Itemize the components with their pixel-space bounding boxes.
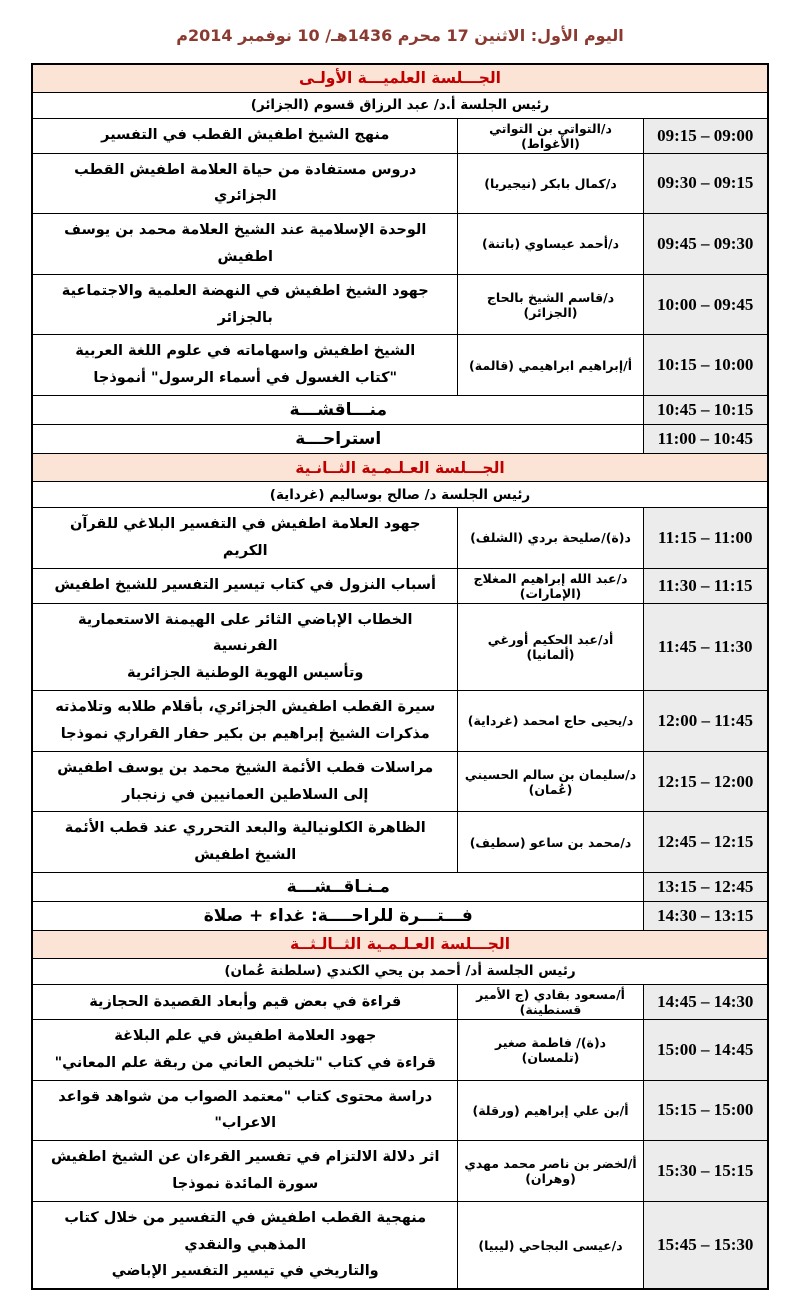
- session-title: الجـــلسة العـلـمـية الثــالـثــة: [32, 930, 767, 958]
- lunch-break-row: [32, 901, 767, 930]
- time-slot: 11:00 – 10:45: [644, 425, 768, 454]
- schedule-row: [32, 603, 767, 690]
- time-slot: 10:45 – 10:15: [644, 396, 768, 425]
- session-1-header: [32, 64, 767, 92]
- talk-title: أسباب النزول في كتاب تيسير التفسير للشيخ اطفيش: [32, 568, 457, 603]
- talk-title: جهود العلامة اطفيش في التفسير البلاغي للقرآن الكريم: [32, 508, 457, 569]
- speaker-name: أ/بن علي إبراهيم (ورقلة): [458, 1080, 644, 1141]
- speaker-name: أ/لخضر بن ناصر محمد مهدي (وهران): [458, 1141, 644, 1202]
- schedule-table: [31, 63, 768, 1290]
- schedule-row: [32, 1080, 767, 1141]
- session-chair: رئيس الجلسة د/ صالح بوساليم (غرداية): [32, 482, 767, 508]
- break-label: منـــاقشـــة: [32, 396, 643, 425]
- talk-title: دروس مستفادة من حياة العلامة اطفيش القطب الجزائري: [32, 153, 457, 214]
- session-title: الجـــلسة العلميـــة الأولـى: [32, 64, 767, 92]
- time-slot: 15:30 – 15:15: [644, 1141, 768, 1202]
- speaker-name: د(ة)/ فاطمة صغير (تلمسان): [458, 1019, 644, 1080]
- schedule-row: [32, 1019, 767, 1080]
- schedule-row: [32, 153, 767, 214]
- discussion-row: [32, 396, 767, 425]
- schedule-row: [32, 984, 767, 1019]
- time-slot: 15:00 – 14:45: [644, 1019, 768, 1080]
- schedule-row: [32, 214, 767, 275]
- time-slot: 13:15 – 12:45: [644, 872, 768, 901]
- time-slot: 14:30 – 13:15: [644, 901, 768, 930]
- talk-title: الشيخ اطفيش واسهاماته في علوم اللغة العربية "كتاب الغسول في أسماء الرسول" أنموذجا: [32, 335, 457, 396]
- session-3-header: [32, 930, 767, 958]
- talk-title: الظاهرة الكلونيالية والبعد التحرري عند قطب الأئمة الشيخ اطفيش: [32, 812, 457, 873]
- break-row: [32, 425, 767, 454]
- talk-title: الخطاب الإباضي الثائر على الهيمنة الاستعمارية الفرنسية وتأسيس الهوية الوطنية الجزائرية: [32, 603, 457, 690]
- time-slot: 10:00 – 09:45: [644, 274, 768, 335]
- break-label: مـنـاقــشـــة: [32, 872, 643, 901]
- session-chair: رئيس الجلسة أ.د/ عبد الرزاق قسوم (الجزائر): [32, 92, 767, 118]
- time-slot: 12:00 – 11:45: [644, 691, 768, 752]
- speaker-name: د/عيسى البجاحي (ليبيا): [458, 1201, 644, 1289]
- time-slot: 15:15 – 15:00: [644, 1080, 768, 1141]
- time-slot: 14:45 – 14:30: [644, 984, 768, 1019]
- talk-title: منهجية القطب اطفيش في التفسير من خلال كتاب المذهبي والنقدي والتاريخي في تيسير التفسير الإباضي: [32, 1201, 457, 1289]
- talk-title: اثر دلالة الالتزام في تفسير القرءان عن الشيخ اطفيش سورة المائدة نموذجا: [32, 1141, 457, 1202]
- schedule-row: [32, 274, 767, 335]
- time-slot: 15:45 – 15:30: [644, 1201, 768, 1289]
- session-2-header: [32, 454, 767, 482]
- schedule-row: [32, 751, 767, 812]
- talk-title: دراسة محتوى كتاب "معتمد الصواب من شواهد قواعد الاعراب": [32, 1080, 457, 1141]
- break-label: استراحـــة: [32, 425, 643, 454]
- schedule-row: [32, 568, 767, 603]
- speaker-name: د/قاسم الشيخ بالحاج (الجزائر): [458, 274, 644, 335]
- talk-title: قراءة في بعض قيم وأبعاد القصيدة الحجازية: [32, 984, 457, 1019]
- talk-title: جهود العلامة اطفيش في علم البلاغة قراءة في كتاب "تلخيص العاني من ربقة علم المعاني": [32, 1019, 457, 1080]
- speaker-name: أ/إبراهيم ابراهيمي (قالمة): [458, 335, 644, 396]
- speaker-name: د/يحيى حاج امحمد (غرداية): [458, 691, 644, 752]
- session-title: الجـــلسة العـلـمـية الثــانـية: [32, 454, 767, 482]
- session-chair: رئيس الجلسة أد/ أحمد بن يحي الكندي (سلطنة عُمان): [32, 958, 767, 984]
- schedule-row: [32, 118, 767, 153]
- talk-title: منهج الشيخ اطفيش القطب في التفسير: [32, 118, 457, 153]
- break-label: فـــتـــرة للراحــــة: غداء + صلاة: [32, 901, 643, 930]
- schedule-row: [32, 1201, 767, 1289]
- session-2-chair-row: [32, 482, 767, 508]
- time-slot: 09:45 – 09:30: [644, 214, 768, 275]
- schedule-row: [32, 812, 767, 873]
- speaker-name: د/محمد بن ساعو (سطيف): [458, 812, 644, 873]
- speaker-name: د/كمال بابكر (نيجيريا): [458, 153, 644, 214]
- time-slot: 09:15 – 09:00: [644, 118, 768, 153]
- schedule-row: [32, 691, 767, 752]
- speaker-name: أ/مسعود بقادي (ج الأمير قسنطينة): [458, 984, 644, 1019]
- schedule-row: [32, 335, 767, 396]
- schedule-row: [32, 1141, 767, 1202]
- time-slot: 11:15 – 11:00: [644, 508, 768, 569]
- talk-title: سيرة القطب اطفيش الجزائري، بأقلام طلابه وتلامذته مذكرات الشيخ إبراهيم بن بكير حفار القراري نموذجا: [32, 691, 457, 752]
- talk-title: مراسلات قطب الأئمة الشيخ محمد بن يوسف اطفيش إلى السلاطين العمانيين في زنجبار: [32, 751, 457, 812]
- speaker-name: د(ة)/صليحة بردي (الشلف): [458, 508, 644, 569]
- speaker-name: د/سليمان بن سالم الحسيني (عُمان): [458, 751, 644, 812]
- speaker-name: د/التواتي بن التواتي (الأغواط): [458, 118, 644, 153]
- discussion-row: [32, 872, 767, 901]
- schedule-row: [32, 508, 767, 569]
- session-1-chair-row: [32, 92, 767, 118]
- document-title: اليوم الأول: الاثنين 17 محرم 1436هـ/ 10 نوفمبر 2014م: [176, 26, 624, 45]
- time-slot: 11:30 – 11:15: [644, 568, 768, 603]
- speaker-name: د/أحمد عيساوي (باتنة): [458, 214, 644, 275]
- time-slot: 12:45 – 12:15: [644, 812, 768, 873]
- time-slot: 10:15 – 10:00: [644, 335, 768, 396]
- time-slot: 12:15 – 12:00: [644, 751, 768, 812]
- time-slot: 11:45 – 11:30: [644, 603, 768, 690]
- talk-title: الوحدة الإسلامية عند الشيخ العلامة محمد بن يوسف اطفيش: [32, 214, 457, 275]
- time-slot: 09:30 – 09:15: [644, 153, 768, 214]
- speaker-name: أد/عبد الحكيم أورغي (ألمانيا): [458, 603, 644, 690]
- speaker-name: د/عبد الله إبراهيم المغلاج (الإمارات): [458, 568, 644, 603]
- session-3-chair-row: [32, 958, 767, 984]
- talk-title: جهود الشيخ اطفيش في النهضة العلمية والاجتماعية بالجزائر: [32, 274, 457, 335]
